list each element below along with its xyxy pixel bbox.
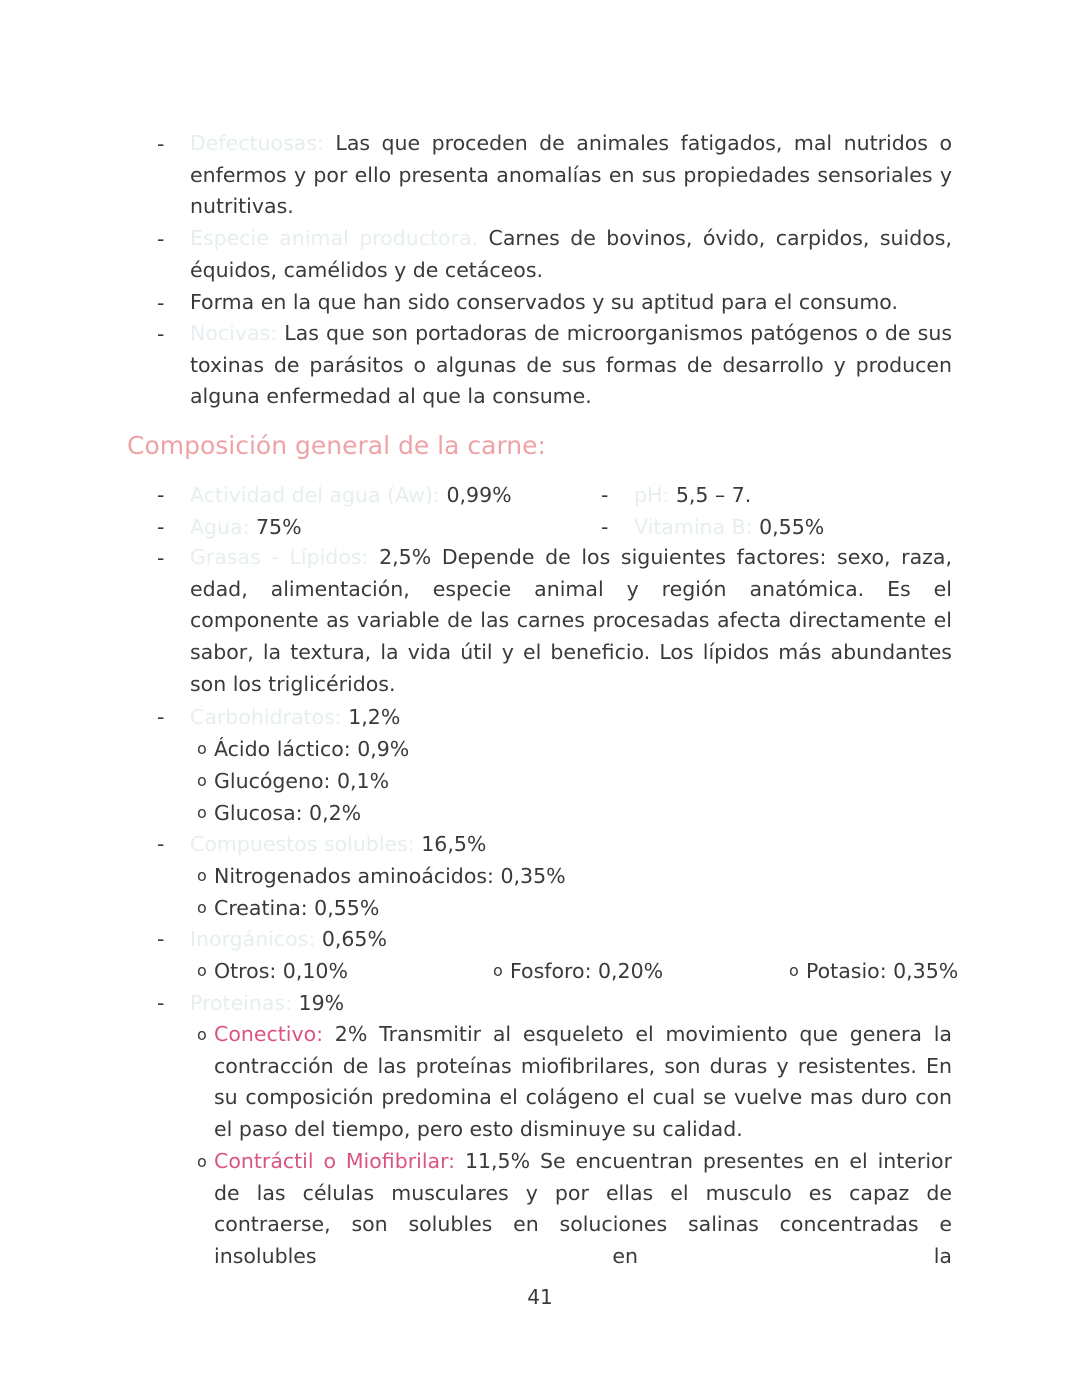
term-grasas: Grasas - Lípidos: <box>190 545 369 569</box>
term-compuestos: Compuestos solubles: <box>190 832 415 856</box>
text-grasas: 2,5% Depende de los siguientes factores: sexo, raza, edad, alimentación, especie animal y región anatómica. Es el componente as variable de las carnes procesadas afecta directamente el sabor, la textura, la vida útil y el beneficio. Los lípidos más abundantes son los triglicéridos. <box>190 545 952 696</box>
bullet-circle: o <box>493 961 503 980</box>
bullet-circle: o <box>197 1152 207 1171</box>
value-compuestos: 16,5% <box>414 832 487 856</box>
bullet-circle: o <box>197 866 207 885</box>
bullet-circle: o <box>197 961 207 980</box>
subitem-acido-lactico: Ácido láctico: 0,9% <box>214 737 410 761</box>
item-especie <box>190 223 952 286</box>
term-actividad: Actividad del agua (Aw): <box>190 483 440 507</box>
item-actividad <box>190 479 512 511</box>
bullet-circle: o <box>197 898 207 917</box>
item-nocivas <box>190 318 952 413</box>
page-number: 41 <box>527 1285 553 1309</box>
bullet-dash: - <box>157 927 165 951</box>
term-carbohidratos: Carbohidratos: <box>190 705 342 729</box>
bullet-dash: - <box>157 322 165 346</box>
term-contractil: Contráctil o Miofibrilar: <box>214 1149 456 1173</box>
section-heading: Composición general de la carne: <box>127 431 546 460</box>
item-ph <box>634 479 751 511</box>
value-vitamina: 0,55% <box>752 515 825 539</box>
subitem-contractil <box>214 1146 952 1273</box>
subitem-glucosa: Glucosa: 0,2% <box>214 801 362 825</box>
bullet-dash: - <box>601 515 609 539</box>
bullet-circle: o <box>789 961 799 980</box>
text-conectivo: 2% Transmitir al esqueleto el movimiento que genera la contracción de las proteínas miofibrilares, son duras y resistentes. En su composición predomina el colágeno el cual se vuelve mas duro con el paso del tiempo, pero esto disminuye su calidad. <box>214 1022 952 1142</box>
bullet-dash: - <box>157 991 165 1015</box>
subitem-conectivo <box>214 1019 952 1146</box>
item-defectuosas <box>190 128 952 223</box>
bullet-circle: o <box>197 803 207 822</box>
subitem-potasio: Potasio: 0,35% <box>806 959 959 983</box>
value-actividad: 0,99% <box>439 483 512 507</box>
item-forma <box>190 287 952 319</box>
value-ph: 5,5 – 7. <box>669 483 752 507</box>
bullet-dash: - <box>157 483 165 507</box>
bullet-circle: o <box>197 1025 207 1044</box>
term-especie: Especie animal productora. <box>190 226 479 250</box>
item-grasas <box>190 542 952 701</box>
item-agua <box>190 511 302 543</box>
subitem-creatina: Creatina: 0,55% <box>214 896 380 920</box>
value-carbohidratos: 1,2% <box>341 705 401 729</box>
term-ph: pH: <box>634 483 670 507</box>
value-inorganicos: 0,65% <box>315 927 387 951</box>
bullet-dash: - <box>157 705 165 729</box>
bullet-circle: o <box>197 739 207 758</box>
bullet-dash: - <box>157 132 165 156</box>
bullet-dash: - <box>157 832 165 856</box>
subitem-fosforo: Fosforo: 0,20% <box>510 959 664 983</box>
term-proteinas: Proteinas: <box>190 991 293 1015</box>
bullet-dash: - <box>157 546 165 570</box>
item-proteinas <box>190 987 344 1019</box>
text-forma: Forma en la que han sido conservados y su aptitud para el consumo. <box>190 290 898 314</box>
text-nocivas: Las que son portadoras de microorganismos patógenos o de sus toxinas de parásitos o algunas de sus formas de desarrollo y producen alguna enfermedad al que la consume. <box>190 321 952 409</box>
value-agua: 75% <box>249 515 302 539</box>
subitem-glucogeno: Glucógeno: 0,1% <box>214 769 390 793</box>
text-especie: Carnes de bovinos, óvido, carpidos, suidos, équidos, camélidos y de cetáceos. <box>190 226 952 282</box>
text-defectuosas: Las que proceden de animales fatigados, mal nutridos o enfermos y por ello presenta anomalías en sus propiedades sensoriales y nutritivas. <box>190 131 952 219</box>
bullet-circle: o <box>197 771 207 790</box>
item-compuestos <box>190 828 486 860</box>
item-inorganicos <box>190 923 387 955</box>
bullet-dash: - <box>157 227 165 251</box>
term-defectuosas: Defectuosas: <box>190 131 324 155</box>
bullet-dash: - <box>157 291 165 315</box>
subitem-otros: Otros: 0,10% <box>214 959 348 983</box>
value-proteinas: 19% <box>292 991 345 1015</box>
text-contractil: 11,5% Se encuentran presentes en el interior de las células musculares y por ellas el musculo es capaz de contraerse, son solubles en soluciones salinas concentradas e insolubles en la <box>214 1149 953 1269</box>
bullet-dash: - <box>601 483 609 507</box>
term-conectivo: Conectivo: <box>214 1022 324 1046</box>
term-nocivas: Nocivas: <box>190 321 278 345</box>
term-inorganicos: Inorgánicos: <box>190 927 316 951</box>
subitem-nitrogenados: Nitrogenados aminoácidos: 0,35% <box>214 864 566 888</box>
item-vitamina <box>634 511 824 543</box>
term-agua: Agua: <box>190 515 250 539</box>
item-carbohidratos <box>190 701 400 733</box>
bullet-dash: - <box>157 515 165 539</box>
term-vitamina: Vitamina B: <box>634 515 753 539</box>
